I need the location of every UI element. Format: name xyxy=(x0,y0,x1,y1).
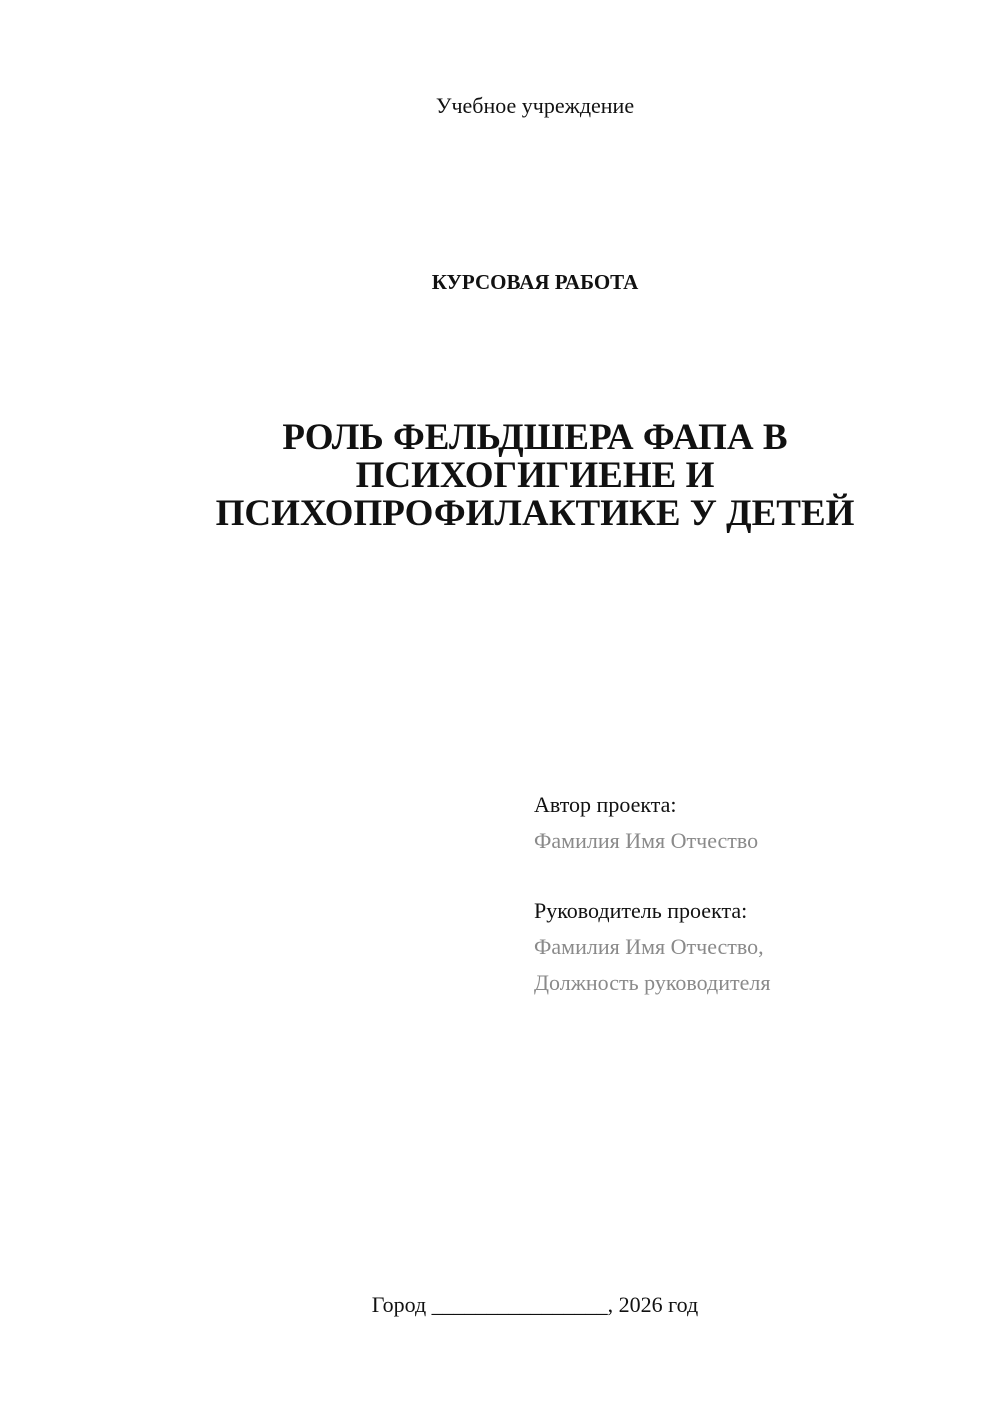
supervisor-position-placeholder: Должность руководителя xyxy=(534,970,771,995)
title-line: ПСИХОПРОФИЛАКТИКЕ У ДЕТЕЙ xyxy=(215,493,855,534)
title-line: РОЛЬ ФЕЛЬДШЕРА ФАПА В xyxy=(282,417,788,458)
author-name-placeholder: Фамилия Имя Отчество xyxy=(534,828,759,853)
spacer xyxy=(534,859,974,893)
supervisor-label: Руководитель проекта: xyxy=(534,898,748,923)
institution-name: Учебное учреждение xyxy=(435,93,635,118)
document-type: КУРСОВАЯ РАБОТА xyxy=(431,270,639,294)
supervisor-name-placeholder: Фамилия Имя Отчество, xyxy=(534,934,764,959)
document-title xyxy=(160,419,910,533)
title-line: ПСИХОГИГИЕНЕ И xyxy=(355,455,715,496)
author-info-block xyxy=(534,787,974,1001)
city-year-line: Город ________________, 2026 год xyxy=(371,1292,699,1317)
author-label: Автор проекта: xyxy=(534,792,677,817)
